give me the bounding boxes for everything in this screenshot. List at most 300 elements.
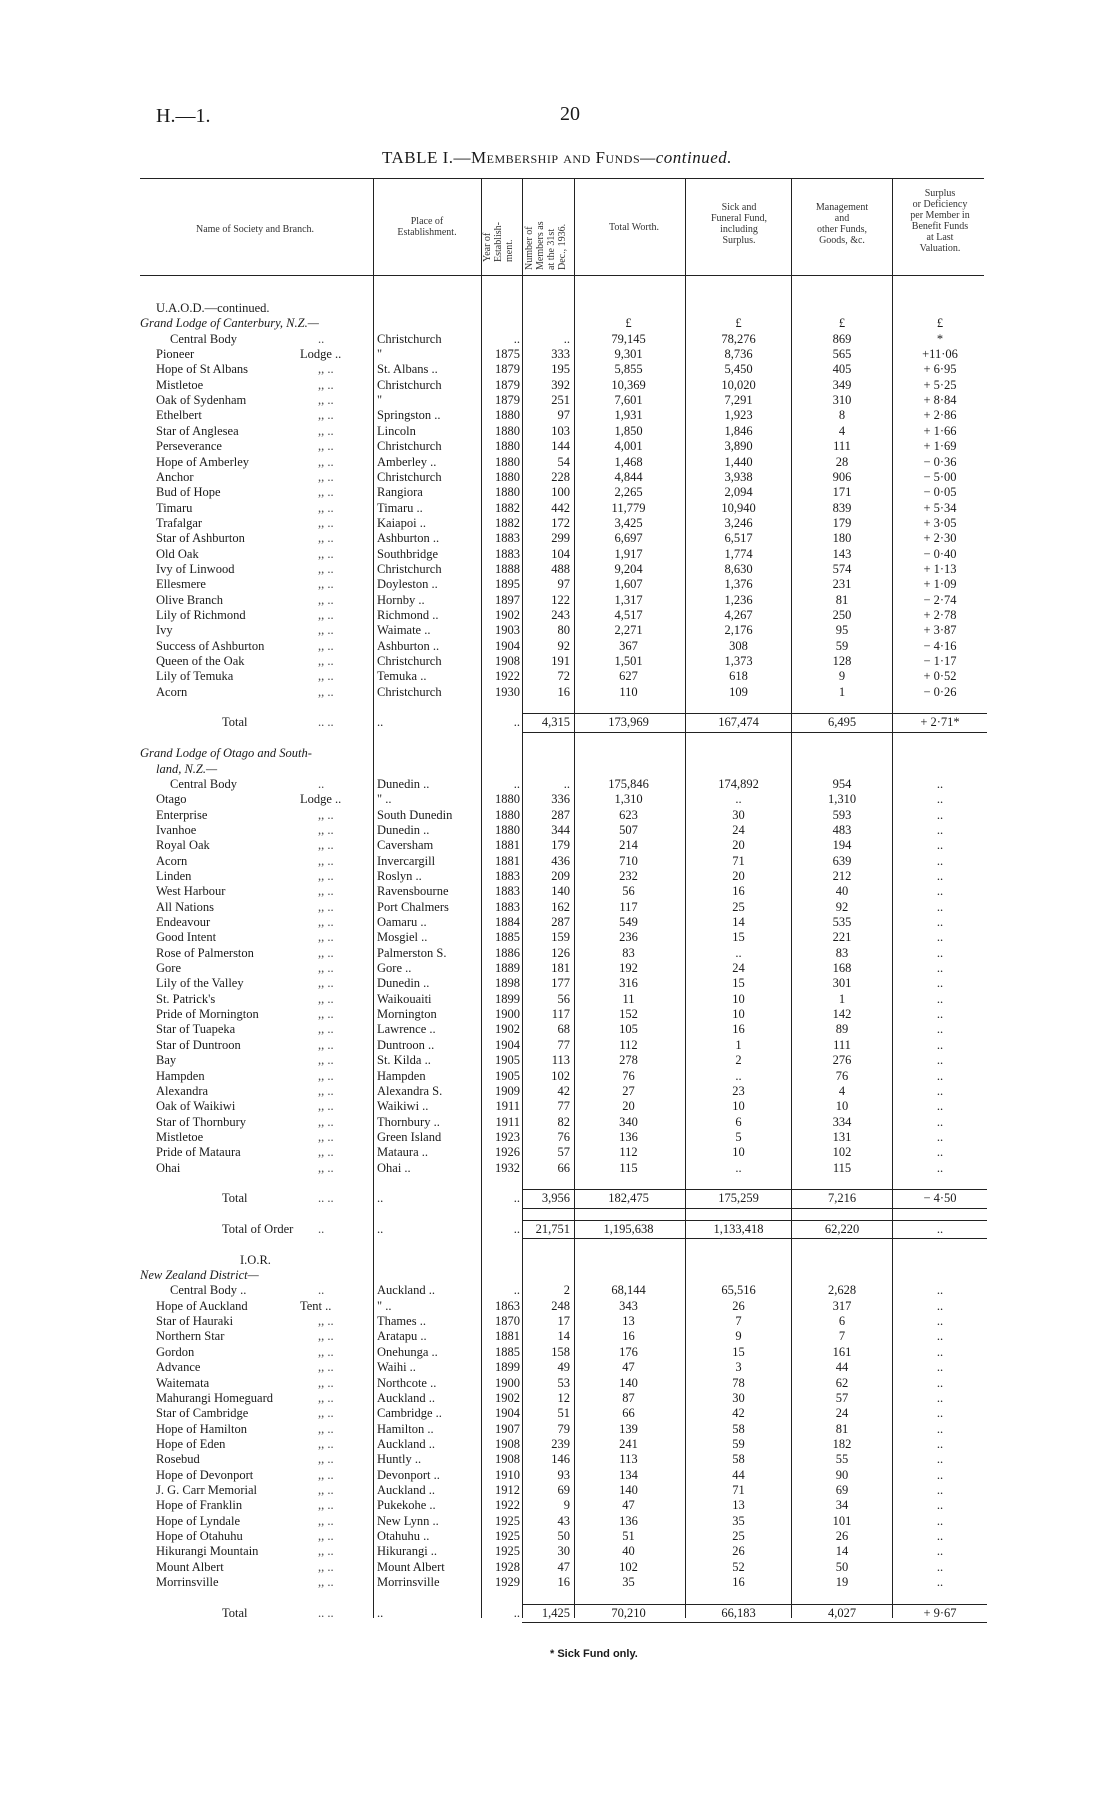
caption-suffix: —continued.	[640, 148, 733, 167]
cell-worth: 710	[619, 853, 638, 868]
cell-place: Hamilton ..	[377, 1421, 434, 1436]
cell-worth: 1,195,638	[603, 1222, 654, 1236]
row-ditto: ,, ..	[318, 1467, 334, 1482]
cell-year: 1886	[495, 945, 520, 960]
cell-year: 1885	[495, 1344, 520, 1359]
row-ditto: ..	[318, 1222, 325, 1236]
cell-place: Auckland ..	[377, 1390, 435, 1405]
cell-sick: 10,940	[721, 500, 756, 515]
row-name: Hope of St Albans	[156, 362, 249, 377]
cell-year: ..	[513, 331, 520, 346]
cell-members: 140	[551, 884, 570, 899]
cell-members: 50	[557, 1529, 570, 1543]
cell-year: 1900	[495, 1375, 520, 1390]
cell-year: 1922	[495, 669, 520, 684]
cell-sick: 3	[735, 1360, 742, 1375]
cell-year: 1883	[495, 546, 520, 561]
cell-mgmt: 115	[832, 1160, 852, 1175]
table-row	[0, 1468, 1114, 1483]
cell-sick: 1,236	[724, 592, 753, 607]
row-name: Bud of Hope	[156, 485, 221, 500]
cell-surplus: ..	[936, 1513, 944, 1528]
cell-surplus: ..	[936, 991, 944, 1006]
cell-mgmt: 14	[835, 1544, 849, 1559]
cell-mgmt: 57	[835, 1390, 849, 1405]
cell-place: Caversham	[377, 838, 434, 853]
cell-place: Auckland ..	[377, 1436, 435, 1451]
cell-place: Otahuhu ..	[377, 1529, 430, 1543]
cell-surplus: + 9·67	[923, 1605, 957, 1620]
row-name: Queen of the Oak	[156, 654, 245, 669]
cell-sick: 24	[732, 961, 745, 976]
cell-surplus: +11·06	[922, 347, 958, 362]
row-name: Lily of Temuka	[156, 669, 234, 684]
cell-surplus: + 2·86	[923, 408, 957, 423]
table-row	[0, 823, 1114, 838]
row-name: Grand Lodge of Otago and South-	[140, 746, 312, 761]
cell-members: 92	[557, 638, 570, 653]
row-ditto: ,, ..	[318, 515, 334, 530]
col-head-year: Year of Establish- ment.	[482, 222, 515, 262]
cell-members: 3,956	[541, 1191, 570, 1206]
cell-worth: 13	[622, 1314, 635, 1329]
table-row	[0, 1498, 1114, 1513]
cell-year: 1880	[495, 807, 520, 822]
cell-place: Christchurch	[377, 439, 442, 454]
cell-worth: 115	[619, 1160, 638, 1175]
cell-worth: 7,601	[614, 393, 643, 408]
cell-members: 14	[557, 1329, 570, 1344]
table-row	[0, 531, 1114, 546]
cell-sick: 8,630	[724, 561, 753, 576]
cell-year: 1863	[495, 1298, 520, 1313]
table-row	[0, 762, 1114, 777]
cell-year: 1875	[495, 347, 520, 362]
cell-sick: 78,276	[721, 331, 756, 346]
row-name: West Harbour	[156, 884, 226, 899]
cell-sick: 175,259	[718, 1191, 759, 1206]
cell-place: Christchurch	[377, 654, 442, 669]
row-ditto: ,, ..	[318, 1037, 334, 1052]
cell-worth: 175,846	[608, 776, 649, 791]
cell-year: 1902	[495, 1390, 520, 1405]
table-row	[0, 1268, 1114, 1283]
cell-place: Dunedin ..	[377, 776, 430, 791]
cell-year: 1925	[495, 1513, 520, 1528]
cell-year: 1904	[495, 1037, 520, 1052]
cell-year: 1926	[495, 1145, 520, 1160]
table-row	[0, 1560, 1114, 1575]
cell-place: New Lynn ..	[377, 1513, 439, 1528]
cell-mgmt: 81	[835, 1421, 849, 1436]
row-name: Perseverance	[156, 439, 222, 454]
cell-members: 159	[551, 930, 570, 945]
row-name: Central Body ..	[170, 1283, 247, 1298]
col-head-surplus	[893, 188, 987, 254]
cell-mgmt: 839	[832, 500, 852, 515]
row-name: Waitemata	[156, 1375, 210, 1390]
row-name: Pioneer	[156, 347, 195, 362]
cell-members: 2	[563, 1283, 570, 1298]
table-row	[0, 332, 1114, 347]
cell-members: 172	[551, 515, 570, 530]
cell-members: 56	[557, 991, 570, 1006]
table-row	[0, 992, 1114, 1007]
cell-members: 287	[551, 807, 570, 822]
cell-surplus: + 1·09	[923, 577, 957, 592]
table-row	[0, 1299, 1114, 1314]
cell-surplus: + 1·69	[923, 439, 957, 454]
cell-year: 1881	[495, 853, 520, 868]
cell-place: Dunedin ..	[377, 822, 430, 837]
row-ditto: ,, ..	[318, 1390, 334, 1405]
caption-prefix: TABLE I.—	[381, 148, 472, 167]
cell-worth: 47	[622, 1360, 635, 1375]
cell-members: 122	[551, 592, 570, 607]
cell-sick: 4,267	[724, 608, 753, 622]
cell-sick: 1,373	[724, 654, 753, 669]
total-row	[0, 715, 1114, 730]
cell-members: 43	[557, 1513, 570, 1528]
row-ditto: ,, ..	[318, 454, 334, 469]
cell-members: 243	[551, 608, 570, 622]
cell-members: 442	[551, 500, 570, 515]
table-row	[0, 1053, 1114, 1068]
cell-surplus: ..	[936, 1053, 944, 1068]
table-row	[0, 316, 1114, 331]
cell-surplus: ..	[936, 1037, 944, 1052]
cell-mgmt: 7	[838, 1329, 846, 1344]
cell-worth: 2,271	[614, 623, 643, 638]
row-name: Ivy	[156, 623, 173, 638]
row-name: Hampden	[156, 1068, 205, 1083]
row-name: Acorn	[156, 684, 188, 699]
cell-sick: 3,890	[724, 439, 753, 454]
cell-surplus: ..	[936, 868, 944, 883]
cell-worth: 105	[619, 1022, 638, 1037]
row-ditto: ,, ..	[318, 623, 334, 638]
cell-worth: 1,317	[614, 592, 643, 607]
cell-surplus: ..	[936, 1575, 944, 1590]
footnote: * Sick Fund only.	[550, 1648, 638, 1660]
cell-members: 251	[551, 393, 570, 408]
row-name: Morrinsville	[156, 1575, 219, 1590]
table-row	[0, 1391, 1114, 1406]
cell-surplus: + 0·52	[923, 669, 957, 684]
cell-members: 191	[551, 654, 570, 669]
cell-year: 1903	[495, 623, 520, 638]
cell-sick: 30	[732, 1390, 745, 1405]
cell-worth: 6,697	[614, 531, 643, 546]
cell-surplus: + 5·25	[923, 377, 957, 392]
cell-members: 16	[557, 684, 570, 699]
cell-year: 1880	[495, 792, 520, 807]
row-ditto: ..	[318, 1283, 325, 1298]
cell-sick: 10,020	[721, 377, 756, 392]
cell-mgmt: 405	[832, 362, 852, 377]
cell-place: Lawrence ..	[377, 1022, 436, 1037]
cell-mgmt: 212	[832, 868, 852, 883]
cell-mgmt: 28	[835, 454, 849, 469]
cell-members: 80	[557, 623, 570, 638]
cell-surplus: ..	[936, 1421, 944, 1436]
cell-sick: 2,176	[724, 623, 753, 638]
cell-mgmt: 349	[832, 377, 852, 392]
cell-mgmt: 10	[835, 1099, 849, 1114]
cell-mgmt: 182	[832, 1436, 852, 1451]
cell-members: 17	[557, 1314, 570, 1329]
cell-place: Hikurangi ..	[377, 1544, 438, 1559]
cell-worth: 5,855	[614, 362, 643, 377]
row-name: Linden	[156, 868, 192, 883]
cell-place: " ..	[377, 1298, 392, 1313]
cell-surplus: ..	[936, 1314, 944, 1329]
cell-surplus: ..	[936, 1544, 944, 1559]
cell-worth: 79,145	[611, 331, 646, 346]
cell-sick: 78	[732, 1375, 745, 1390]
row-ditto: ,, ..	[318, 1129, 334, 1144]
cell-year: 1905	[495, 1068, 520, 1083]
cell-place: Green Island	[377, 1129, 442, 1144]
cell-sick: 71	[732, 1482, 745, 1497]
cell-year: 1897	[495, 592, 520, 607]
row-ditto: ,, ..	[318, 1559, 334, 1574]
row-name: Central Body	[170, 776, 238, 791]
cell-place: South Dunedin	[377, 807, 453, 822]
cell-worth: 139	[619, 1421, 638, 1436]
cell-worth: 9,301	[614, 347, 643, 362]
cell-year: 1880	[495, 454, 520, 469]
cell-place: Mosgiel ..	[377, 930, 428, 945]
row-ditto: ,, ..	[318, 1314, 334, 1329]
cell-worth: 136	[619, 1129, 638, 1144]
cell-mgmt: 4,027	[827, 1605, 857, 1620]
cell-mgmt: 143	[832, 546, 852, 561]
cell-place: Oamaru ..	[377, 915, 427, 929]
row-branch-type: Lodge ..	[300, 792, 342, 807]
cell-sick: 25	[732, 1529, 745, 1543]
table-row	[0, 362, 1114, 377]
cell-worth: 343	[619, 1298, 638, 1313]
row-name: Hope of Auckland	[156, 1298, 248, 1313]
cell-sick: ..	[735, 1160, 742, 1175]
row-name: U.A.O.D.—continued.	[156, 301, 270, 315]
cell-surplus: ..	[936, 1406, 944, 1421]
cell-worth: 140	[619, 1482, 638, 1497]
row-name: Endeavour	[156, 915, 211, 929]
row-name: Hope of Eden	[156, 1436, 226, 1451]
cell-surplus: + 6·95	[923, 362, 957, 377]
cell-worth: 152	[619, 1007, 638, 1022]
cell-mgmt: 221	[832, 930, 852, 945]
cell-year: 1895	[495, 577, 520, 592]
cell-place: Cambridge ..	[377, 1406, 442, 1421]
cell-mgmt: 171	[832, 485, 852, 500]
cell-worth: 47	[622, 1498, 635, 1513]
table-row	[0, 1529, 1114, 1544]
cell-surplus: + 1·13	[923, 561, 957, 576]
cell-sick: 1	[735, 1037, 742, 1052]
cell-worth: 113	[619, 1452, 638, 1467]
row-ditto: ,, ..	[318, 654, 334, 669]
cell-worth: 117	[619, 899, 638, 914]
row-name: Alexandra	[156, 1083, 209, 1098]
cell-members: 77	[557, 1037, 570, 1052]
cell-surplus: + 2·30	[923, 531, 957, 546]
cell-place: Gore ..	[377, 961, 412, 976]
spacer-row	[0, 1237, 1114, 1252]
row-name: St. Patrick's	[156, 991, 216, 1006]
cell-worth: 16	[622, 1329, 635, 1344]
cell-place: Thornbury ..	[377, 1114, 440, 1129]
col-head-worth: Total Worth.	[609, 222, 659, 233]
row-ditto: ,, ..	[318, 1498, 334, 1513]
cell-members: 102	[551, 1068, 570, 1083]
cell-worth: 110	[619, 684, 638, 699]
cell-surplus: ..	[936, 1145, 944, 1160]
row-name: Star of Hauraki	[156, 1314, 234, 1329]
cell-place: ..	[377, 1605, 384, 1620]
table-row	[0, 562, 1114, 577]
cell-surplus: ..	[936, 1344, 944, 1359]
cell-sick: 7	[735, 1314, 742, 1329]
row-ditto: ,, ..	[318, 592, 334, 607]
row-name: New Zealand District—	[140, 1268, 259, 1283]
row-name: Total	[222, 715, 248, 730]
table-row	[0, 1575, 1114, 1590]
row-name: Oak of Waikiwi	[156, 1099, 236, 1114]
cell-year: 1908	[495, 654, 520, 669]
cell-year: 1898	[495, 976, 520, 991]
cell-mgmt: 34	[835, 1498, 849, 1513]
cell-members: 68	[557, 1022, 570, 1037]
cell-mgmt: 317	[832, 1298, 852, 1313]
cell-mgmt: 334	[832, 1114, 852, 1129]
table-row	[0, 1314, 1114, 1329]
cell-worth: 4,517	[614, 608, 643, 622]
row-ditto: ,, ..	[318, 807, 334, 822]
cell-sick: 10	[732, 1007, 745, 1022]
cell-place: Ashburton ..	[377, 531, 440, 546]
cell-mgmt: 50	[835, 1559, 849, 1574]
cell-place: Mornington	[377, 1007, 437, 1022]
col-head-mgmt	[792, 202, 892, 246]
row-name: Royal Oak	[156, 838, 210, 853]
cell-worth: 236	[619, 930, 638, 945]
cell-mgmt: 250	[832, 608, 852, 622]
cell-year: 1888	[495, 561, 520, 576]
cell-worth: 2,265	[614, 485, 643, 500]
cell-sick: 58	[732, 1452, 745, 1467]
cell-mgmt: 231	[832, 577, 852, 592]
cell-place: Onehunga ..	[377, 1344, 438, 1359]
cell-worth: 1,917	[614, 546, 643, 561]
row-ditto: ,, ..	[318, 1529, 334, 1543]
cell-members: 72	[557, 669, 570, 684]
row-name: Hope of Devonport	[156, 1467, 254, 1482]
cell-worth: 70,210	[611, 1605, 646, 1620]
total-row	[0, 1191, 1114, 1206]
row-ditto: ,, ..	[318, 1575, 334, 1590]
cell-sick: 23	[732, 1083, 745, 1098]
cell-worth: 340	[619, 1114, 638, 1129]
cell-sick: 15	[732, 930, 745, 945]
cell-surplus: ..	[936, 792, 944, 807]
cell-members: 436	[551, 853, 570, 868]
row-name: Success of Ashburton	[156, 638, 265, 653]
cell-mgmt: 168	[832, 961, 852, 976]
row-ditto: ,, ..	[318, 976, 334, 991]
cell-worth: 140	[619, 1375, 638, 1390]
cell-place: Lincoln	[377, 423, 416, 438]
cell-surplus: ..	[936, 1360, 944, 1375]
table-row	[0, 900, 1114, 915]
row-name: Oak of Sydenham	[156, 393, 247, 408]
cell-surplus: ..	[936, 1114, 944, 1129]
cell-sick: 174,892	[718, 776, 759, 791]
cell-mgmt: £	[838, 316, 846, 331]
cell-year: 1879	[495, 377, 520, 392]
row-ditto: ,, ..	[318, 991, 334, 1006]
cell-surplus: *	[936, 331, 944, 346]
cell-surplus: ..	[936, 776, 944, 791]
cell-year: 1879	[495, 393, 520, 408]
cell-sick: 1,133,418	[713, 1222, 764, 1236]
row-ditto: ,, ..	[318, 561, 334, 576]
table-row	[0, 301, 1114, 316]
cell-sick: 109	[729, 684, 748, 699]
cell-members: 195	[551, 362, 570, 377]
cell-sick: 6	[735, 1114, 742, 1129]
cell-year: 1932	[495, 1160, 520, 1175]
table-row	[0, 930, 1114, 945]
table-row	[0, 1376, 1114, 1391]
cell-surplus: ..	[936, 1390, 944, 1405]
cell-year: 1899	[495, 991, 520, 1006]
row-name: I.O.R.	[240, 1252, 271, 1267]
cell-mgmt: 111	[833, 1037, 851, 1052]
cell-place: Christchurch	[377, 331, 442, 346]
row-ditto: ,, ..	[318, 1344, 334, 1359]
row-name: Bay	[156, 1053, 177, 1068]
cell-sick: 618	[729, 669, 748, 684]
col-head-sick	[686, 202, 792, 246]
cell-surplus: ..	[936, 838, 944, 853]
row-ditto: ,, ..	[318, 1022, 334, 1037]
row-ditto: ,, ..	[318, 961, 334, 976]
cell-sick: 16	[732, 1575, 745, 1590]
row-name: Mistletoe	[156, 377, 204, 392]
row-ditto: ,, ..	[318, 930, 334, 945]
row-ditto: ,, ..	[318, 1436, 334, 1451]
cell-place: Thames ..	[377, 1314, 426, 1329]
cell-sick: 20	[732, 868, 745, 883]
cell-mgmt: 111	[833, 439, 851, 454]
table-row	[0, 1130, 1114, 1145]
cell-worth: 1,607	[614, 577, 643, 592]
cell-place: Mataura ..	[377, 1145, 429, 1160]
row-name: Pride of Mataura	[156, 1145, 241, 1160]
cell-sick: 35	[732, 1513, 745, 1528]
cell-year: 1908	[495, 1452, 520, 1467]
cell-year: 1882	[495, 500, 520, 515]
cell-mgmt: 869	[832, 331, 852, 346]
cell-mgmt: 2,628	[827, 1283, 857, 1298]
cell-year: 1908	[495, 1436, 520, 1451]
cell-mgmt: 92	[835, 899, 849, 914]
cell-worth: 51	[622, 1529, 635, 1543]
cell-worth: 56	[622, 884, 635, 899]
